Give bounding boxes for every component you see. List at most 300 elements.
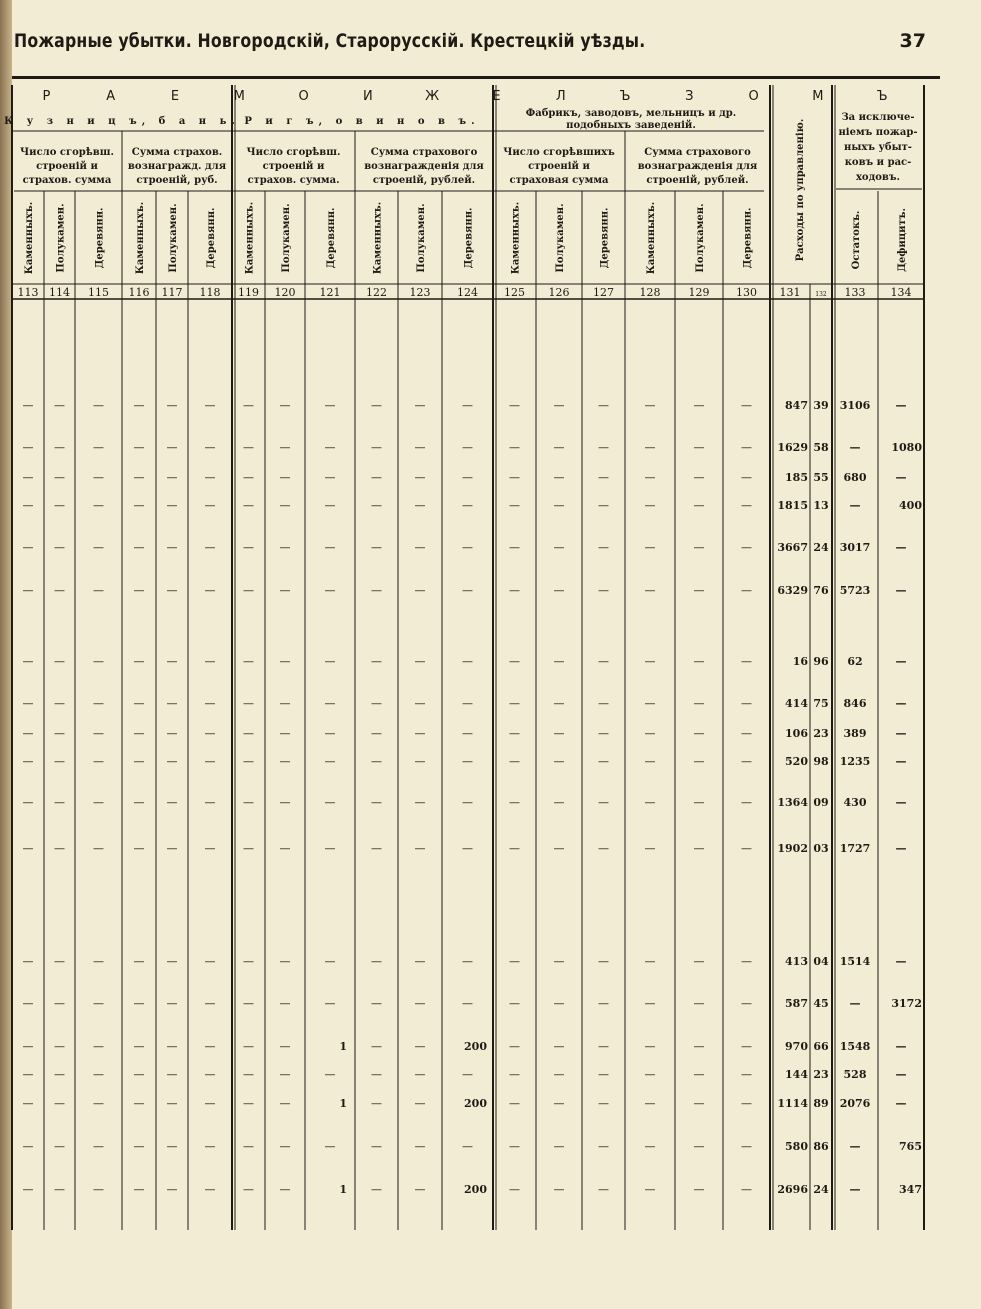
cell-empty-dash: — [598,755,609,768]
cell-empty-dash: — [243,697,254,710]
cell-deficit: 1080 [891,441,922,454]
cell-empty-dash: — [462,842,473,855]
cell-empty-dash: — [462,697,473,710]
cell-empty-dash: — [324,1140,336,1153]
cell-empty-dash: — [166,727,178,740]
cell-empty-dash: — [204,1097,216,1110]
cell-empty-dash: — [243,997,254,1010]
column-number: 118 [199,286,221,299]
cell-empty-dash: — [741,1140,752,1153]
cell-empty-dash: — [324,655,336,668]
cell-empty-dash: — [204,499,216,512]
column-number: 126 [548,286,570,299]
cell-empty-dash: — [741,997,752,1010]
cell-rashody-rub: 970 [785,1040,808,1053]
cell-empty-dash: — [644,755,656,768]
cell-rashody-rub: 3667 [777,541,808,554]
cell-empty-dash: — [462,755,473,768]
cell-empty-dash: — [93,755,104,768]
cell-rashody-kop: 55 [813,471,829,484]
cell-empty-dash: — [204,1068,216,1081]
group-title-fabrik: подобныхъ заведеній. [566,120,696,131]
cell-empty-dash: — [279,1068,291,1081]
cell-empty-dash: — [133,796,145,809]
cell-empty-dash: — [133,499,145,512]
cell-empty-dash: — [644,955,656,968]
cell-empty-dash: — [598,441,609,454]
cell-empty-dash: — [371,584,382,597]
cell-empty-dash: — [509,727,520,740]
subgroup-title-chislo_short: страхов. сумма [22,175,112,186]
cell-rashody-rub: 144 [785,1068,808,1081]
cell-empty-dash: — [598,1183,609,1196]
cell-empty-dash: — [598,1040,609,1053]
cell-empty-dash: — [553,1140,565,1153]
cell-empty-dash: — [166,997,178,1010]
cell-empty-dash: — [553,584,565,597]
cell-empty-dash: — [54,697,65,710]
group-title-rig: Р и г ъ, о в и н о в ъ. [244,116,480,127]
cell-deficit: — [895,1068,907,1081]
cell-rashody-rub: 6329 [777,584,808,597]
cell-empty-dash: — [133,755,145,768]
cell-empty-dash: — [693,541,705,554]
cell-empty-dash: — [644,471,656,484]
cell-empty-dash: — [741,955,752,968]
cell-ostatok: 1235 [839,755,871,768]
cell-empty-dash: — [166,796,178,809]
cell-ostatok: 2076 [839,1097,871,1110]
cell-empty-dash: — [324,727,336,740]
cell-rashody-kop: 39 [813,399,829,412]
cell-empty-dash: — [166,1140,178,1153]
cell-empty-dash: — [509,1040,520,1053]
cell-empty-dash: — [93,1068,104,1081]
cell-empty-dash: — [509,584,520,597]
cell-empty-dash: — [243,541,254,554]
cell-empty-dash: — [644,399,656,412]
cell-empty-dash: — [414,399,426,412]
cell-empty-dash: — [509,955,520,968]
cell-empty-dash: — [553,541,565,554]
cell-empty-dash: — [371,955,382,968]
cell-empty-dash: — [243,441,254,454]
cell-empty-dash: — [371,1183,382,1196]
cell-empty-dash: — [553,1097,565,1110]
cell-empty-dash: — [22,471,34,484]
group-title-isklyuch: ходовъ. [855,172,901,183]
cell-empty-dash: — [54,655,65,668]
cell-empty-dash: — [22,1068,34,1081]
cell-empty-dash: — [54,755,65,768]
subgroup-title-chislo_fabrik: Число сгорѣвшихъ [503,147,615,158]
cell-empty-dash: — [54,955,65,968]
cell-empty-dash: — [243,584,254,597]
cell-deficit: — [895,727,907,740]
cell-ostatok: 430 [843,796,867,809]
cell-empty-dash: — [553,1040,565,1053]
cell-deficit: — [895,842,907,855]
cell-empty-dash: — [22,842,34,855]
cell-empty-dash: — [133,955,145,968]
cell-empty-dash: — [54,441,65,454]
cell-empty-dash: — [462,796,473,809]
cell-empty-dash: — [243,655,254,668]
group-title-isklyuch: ніемъ пожар- [838,127,918,138]
cell-empty-dash: — [93,727,104,740]
cell-empty-dash: — [93,955,104,968]
cell-empty-dash: — [509,399,520,412]
group-title-isklyuch: ныхъ убыт- [844,142,912,153]
cell-empty-dash: — [553,441,565,454]
cell-empty-dash: — [741,471,752,484]
cell-value-124: 200 [464,1183,487,1196]
type-label: Полукамен. [281,203,292,273]
cell-empty-dash: — [509,796,520,809]
cell-deficit: — [895,796,907,809]
cell-empty-dash: — [54,399,65,412]
cell-empty-dash: — [133,1040,145,1053]
column-number: 128 [639,286,661,299]
cell-empty-dash: — [166,471,178,484]
cell-empty-dash: — [243,1068,254,1081]
cell-empty-dash: — [279,842,291,855]
cell-deficit: — [895,755,907,768]
cell-empty-dash: — [279,1097,291,1110]
cell-empty-dash: — [462,541,473,554]
cell-empty-dash: — [371,471,382,484]
cell-empty-dash: — [371,842,382,855]
cell-empty-dash: — [414,796,426,809]
cell-empty-dash: — [93,655,104,668]
cell-empty-dash: — [166,755,178,768]
group-title-isklyuch: ковъ и рас- [844,157,912,168]
cell-empty-dash: — [598,655,609,668]
column-number: 117 [161,286,183,299]
cell-empty-dash: — [414,1140,426,1153]
cell-deficit: — [895,399,907,412]
cell-empty-dash: — [693,727,705,740]
cell-deficit: — [895,471,907,484]
cell-empty-dash: — [644,1097,656,1110]
cell-empty-dash: — [243,842,254,855]
region-letter: М [812,89,824,104]
cell-empty-dash: — [324,796,336,809]
cell-empty-dash: — [93,441,104,454]
cell-empty-dash: — [22,796,34,809]
region-letter: Е [170,89,180,104]
cell-empty-dash: — [598,541,609,554]
cell-empty-dash: — [279,1183,291,1196]
cell-rashody-rub: 414 [785,697,808,710]
type-label: Деревянн. [94,207,106,269]
cell-empty-dash: — [22,584,34,597]
cell-empty-dash: — [598,697,609,710]
cell-empty-dash: — [204,399,216,412]
cell-empty-dash: — [166,441,178,454]
cell-deficit: 400 [899,499,922,512]
type-label: Полукамен. [416,203,427,273]
cell-empty-dash: — [414,1068,426,1081]
cell-empty-dash: — [598,997,609,1010]
cell-empty-dash: — [54,471,65,484]
cell-empty-dash: — [598,1140,609,1153]
type-label: Каменныхъ. [510,201,522,275]
column-number: 121 [319,286,341,299]
type-label-ostatok: Остатокъ. [851,210,862,270]
cell-ostatok: 528 [843,1068,867,1081]
type-label: Полукамен. [55,203,67,273]
cell-empty-dash: — [54,499,65,512]
cell-rashody-kop: 09 [813,796,829,809]
cell-empty-dash: — [644,441,656,454]
subgroup-title-summa_long: строеній, рублей. [372,175,476,186]
cell-empty-dash: — [693,1140,705,1153]
type-label: Каменныхъ. [244,201,256,275]
cell-empty-dash: — [279,471,291,484]
cell-empty-dash: — [741,655,752,668]
cell-empty-dash: — [324,955,336,968]
cell-empty-dash: — [741,441,752,454]
cell-empty-dash: — [509,697,520,710]
cell-empty-dash: — [509,1068,520,1081]
cell-empty-dash: — [204,1140,216,1153]
cell-empty-dash: — [279,796,291,809]
cell-empty-dash: — [598,796,609,809]
cell-empty-dash: — [133,997,145,1010]
cell-empty-dash: — [22,1140,34,1153]
cell-empty-dash: — [324,499,336,512]
subgroup-title-chislo_rig: страхов. сумма. [247,175,340,186]
cell-empty-dash: — [414,842,426,855]
cell-empty-dash: — [741,499,752,512]
cell-empty-dash: — [462,584,473,597]
column-number: 122 [366,286,387,299]
type-label-deficit: Дефицитъ. [897,208,908,272]
cell-empty-dash: — [324,584,336,597]
cell-empty-dash: — [741,727,752,740]
cell-empty-dash: — [741,1183,752,1196]
cell-rashody-rub: 520 [785,755,808,768]
cell-empty-dash: — [204,441,216,454]
cell-empty-dash: — [414,755,426,768]
cell-empty-dash: — [553,796,565,809]
cell-empty-dash: — [371,399,382,412]
cell-rashody-kop: 23 [813,727,829,740]
cell-empty-dash: — [243,796,254,809]
cell-empty-dash: — [93,796,104,809]
cell-empty-dash: — [54,727,65,740]
column-number: 119 [238,286,259,299]
cell-rashody-kop: 96 [813,655,829,668]
cell-empty-dash: — [693,1040,705,1053]
cell-empty-dash: — [741,755,752,768]
cell-rashody-rub: 2696 [777,1183,808,1196]
cell-empty-dash: — [414,584,426,597]
cell-empty-dash: — [243,1140,254,1153]
cell-empty-dash: — [693,697,705,710]
cell-empty-dash: — [598,499,609,512]
cell-empty-dash: — [414,441,426,454]
cell-ostatok: — [849,499,861,512]
cell-empty-dash: — [598,584,609,597]
cell-empty-dash: — [204,584,216,597]
cell-empty-dash: — [279,399,291,412]
subgroup-title-summa_fabrik: строеній, рублей. [646,175,749,186]
cell-empty-dash: — [204,1183,216,1196]
cell-value-124: 200 [464,1040,487,1053]
cell-empty-dash: — [553,842,565,855]
cell-ostatok: 680 [843,471,867,484]
subgroup-title-chislo_fabrik: строеній и [528,161,590,172]
cell-empty-dash: — [693,1097,705,1110]
cell-empty-dash: — [133,541,145,554]
cell-ostatok: 389 [843,727,867,740]
cell-empty-dash: — [324,441,336,454]
cell-empty-dash: — [693,1183,705,1196]
cell-empty-dash: — [741,399,752,412]
cell-empty-dash: — [553,697,565,710]
cell-ostatok: — [849,997,861,1010]
cell-empty-dash: — [243,727,254,740]
cell-empty-dash: — [54,1183,65,1196]
cell-empty-dash: — [324,471,336,484]
cell-ostatok: 3017 [839,541,871,554]
cell-empty-dash: — [133,697,145,710]
cell-value-121: 1 [339,1183,347,1196]
cell-rashody-rub: 587 [785,997,808,1010]
cell-empty-dash: — [133,584,145,597]
cell-empty-dash: — [598,1097,609,1110]
cell-empty-dash: — [22,1040,34,1053]
cell-empty-dash: — [644,796,656,809]
cell-empty-dash: — [204,727,216,740]
cell-empty-dash: — [93,1183,104,1196]
cell-empty-dash: — [54,1040,65,1053]
region-letter: О [298,89,309,104]
cell-empty-dash: — [324,399,336,412]
column-number: 127 [593,286,614,299]
cell-empty-dash: — [166,541,178,554]
cell-rashody-kop: 86 [813,1140,829,1153]
cell-empty-dash: — [644,584,656,597]
subgroup-title-chislo_rig: Число сгорѣвш. [246,147,341,158]
cell-rashody-rub: 106 [785,727,808,740]
cell-empty-dash: — [93,499,104,512]
subgroup-title-summa_long: вознагражденія для [364,161,484,172]
cell-empty-dash: — [693,499,705,512]
column-number: 120 [274,286,296,299]
cell-empty-dash: — [133,1068,145,1081]
column-number: 125 [504,286,525,299]
cell-ostatok: — [849,441,861,454]
cell-empty-dash: — [553,499,565,512]
cell-empty-dash: — [166,955,178,968]
cell-empty-dash: — [324,1068,336,1081]
cell-empty-dash: — [54,541,65,554]
cell-empty-dash: — [93,399,104,412]
cell-empty-dash: — [414,1040,426,1053]
cell-empty-dash: — [644,727,656,740]
cell-empty-dash: — [166,584,178,597]
cell-empty-dash: — [509,441,520,454]
cell-empty-dash: — [553,655,565,668]
cell-value-124: 200 [464,1097,487,1110]
cell-ostatok: 1548 [839,1040,871,1053]
cell-empty-dash: — [414,655,426,668]
cell-empty-dash: — [166,399,178,412]
cell-empty-dash: — [741,541,752,554]
subgroup-title-chislo_short: Число сгорѣвш. [20,147,114,158]
cell-rashody-rub: 580 [785,1140,808,1153]
cell-empty-dash: — [693,842,705,855]
cell-empty-dash: — [22,955,34,968]
cell-empty-dash: — [509,755,520,768]
cell-empty-dash: — [22,755,34,768]
cell-rashody-kop: 75 [813,697,829,710]
cell-empty-dash: — [279,541,291,554]
cell-empty-dash: — [324,842,336,855]
cell-deficit: — [895,697,907,710]
cell-ostatok: 5723 [839,584,871,597]
cell-rashody-kop: 24 [813,1183,829,1196]
region-letter: О [748,89,759,104]
cell-empty-dash: — [741,842,752,855]
cell-empty-dash: — [243,471,254,484]
cell-empty-dash: — [133,1140,145,1153]
region-letter: Ж [425,89,440,104]
cell-empty-dash: — [598,727,609,740]
cell-empty-dash: — [22,997,34,1010]
cell-empty-dash: — [741,584,752,597]
cell-rashody-kop: 03 [813,842,829,855]
type-label: Каменныхъ. [24,201,35,275]
cell-empty-dash: — [166,1068,178,1081]
cell-empty-dash: — [22,441,34,454]
cell-empty-dash: — [414,997,426,1010]
cell-empty-dash: — [133,399,145,412]
cell-empty-dash: — [693,584,705,597]
region-letter: М [233,89,245,104]
cell-deficit: — [895,584,907,597]
region-letter: Л [555,89,566,104]
cell-rashody-kop: 23 [813,1068,829,1081]
cell-empty-dash: — [133,441,145,454]
column-number: 113 [17,286,39,299]
cell-empty-dash: — [22,1097,34,1110]
cell-empty-dash: — [553,755,565,768]
group-title-kuznits: К у з н и ц ъ, б а н ь. [4,116,240,127]
cell-empty-dash: — [509,471,520,484]
region-letter: Е [492,89,501,104]
cell-empty-dash: — [204,697,216,710]
cell-empty-dash: — [324,755,336,768]
cell-empty-dash: — [371,541,382,554]
cell-empty-dash: — [279,655,291,668]
column-number: 133 [844,286,866,299]
cell-empty-dash: — [553,727,565,740]
subgroup-title-summa_long: Сумма страхового [370,147,478,158]
cell-value-121: 1 [339,1097,347,1110]
cell-empty-dash: — [693,955,705,968]
cell-empty-dash: — [509,541,520,554]
type-label: Каменныхъ. [646,201,657,275]
cell-empty-dash: — [22,499,34,512]
cell-empty-dash: — [644,655,656,668]
cell-empty-dash: — [414,499,426,512]
cell-empty-dash: — [204,955,216,968]
type-label: Деревянн. [206,207,217,269]
